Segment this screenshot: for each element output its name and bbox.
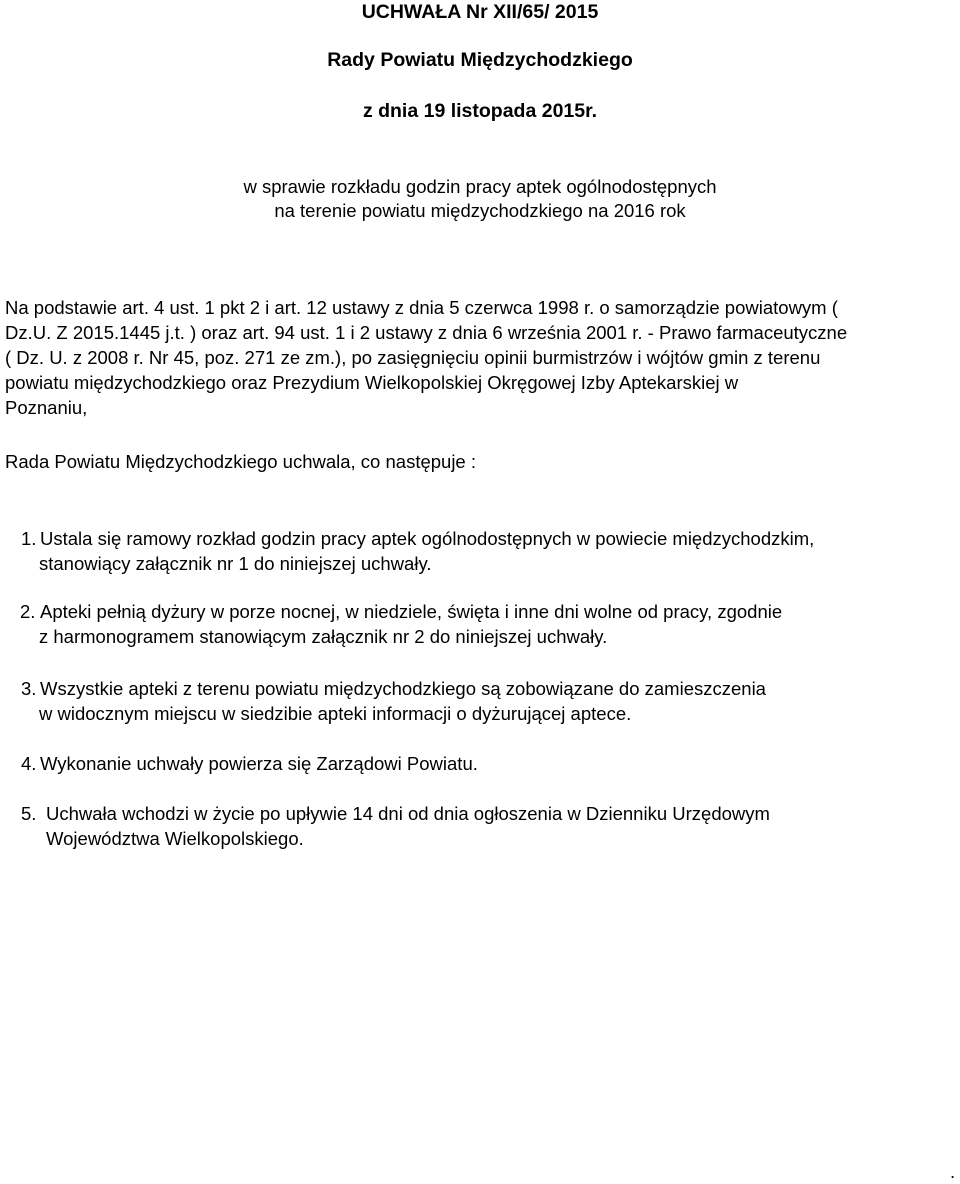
item-3-number: 3. (21, 678, 37, 699)
item-1-line-1: Ustala się ramowy rozkład godzin pracy aptek ogólnodostępnych w powiecie międzychodzkim, (40, 528, 815, 549)
item-2-line-2: z harmonogramem stanowiącym załącznik nr 2 do niniejszej uchwały. (39, 626, 608, 647)
item-1-number: 1. (21, 528, 37, 549)
item-3-line-2: w widocznym miejscu w siedzibie apteki informacji o dyżurującej aptece. (39, 703, 632, 724)
preamble-line-3: ( Dz. U. z 2008 r. Nr 45, poz. 271 ze zm.), po zasięgnięciu opinii burmistrzów i wójtów gmin z terenu (5, 347, 821, 368)
subject-line-2: na terenie powiatu międzychodzkiego na 2016 rok (274, 200, 686, 221)
item-1-line-2: stanowiący załącznik nr 1 do niniejszej uchwały. (39, 553, 432, 574)
item-5-line-1: Uchwała wchodzi w życie po upływie 14 dni od dnia ogłoszenia w Dzienniku Urzędowym (46, 803, 770, 824)
subject-line-1: w sprawie rozkładu godzin pracy aptek ogólnodostępnych (243, 176, 717, 197)
item-4-number: 4. (21, 753, 37, 774)
item-5-number: 5. (21, 803, 37, 824)
council-name: Rady Powiatu Międzychodzkiego (327, 49, 633, 71)
item-3-line-1: Wszystkie apteki z terenu powiatu międzychodzkiego są zobowiązane do zamieszczenia (40, 678, 766, 699)
preamble-line-1: Na podstawie art. 4 ust. 1 pkt 2 i art. 12 ustawy z dnia 5 czerwca 1998 r. o samorządzie powiatowym ( (5, 297, 838, 318)
item-2-line-1: Apteki pełnią dyżury w porze nocnej, w niedziele, święta i inne dni wolne od pracy, zgodnie (40, 601, 783, 622)
resolution-title: UCHWAŁA Nr XII/65/ 2015 (361, 1, 599, 23)
item-5-line-2: Województwa Wielkopolskiego. (46, 828, 304, 849)
item-4-line-1: Wykonanie uchwały powierza się Zarządowi Powiatu. (40, 753, 478, 774)
resolve-statement: Rada Powiatu Międzychodzkiego uchwala, co następuje : (5, 451, 477, 472)
preamble-line-5: Poznaniu, (5, 397, 88, 418)
preamble-line-2: Dz.U. Z 2015.1445 j.t. ) oraz art. 94 ust. 1 i 2 ustawy z dnia 6 września 2001 r. - Prawo farmaceutyczne (5, 322, 848, 343)
footer-dot: . (950, 1161, 956, 1182)
resolution-date: z dnia 19 listopada 2015r. (362, 100, 598, 122)
preamble-line-4: powiatu międzychodzkiego oraz Prezydium Wielkopolskiej Okręgowej Izby Aptekarskiej w (5, 372, 739, 393)
item-2-number: 2. (20, 601, 36, 622)
